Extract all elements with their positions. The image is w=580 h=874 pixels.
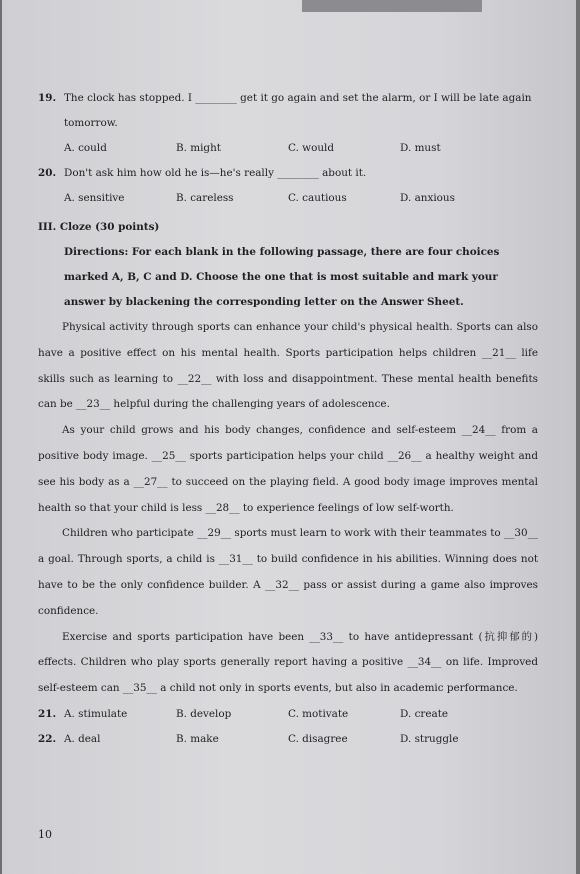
option-b: B. careless — [176, 192, 234, 204]
option-b: B. might — [176, 142, 221, 154]
option-d: D. struggle — [400, 732, 459, 745]
option-c: C. disagree — [288, 732, 348, 745]
option-c: C. cautious — [288, 192, 347, 204]
option-b: B. develop — [176, 707, 232, 720]
question-21-options — [38, 702, 538, 727]
option-a: A. deal — [64, 732, 101, 745]
question-number: 20. — [38, 167, 57, 179]
question-20 — [38, 161, 538, 186]
question-text: The clock has stopped. I ________ get it go again and set the alarm, or I will be late again tomorrow. — [64, 92, 532, 129]
passage-paragraph-2: As your child grows and his body changes, confidence and self-esteem __24__ from a positive body image. __25__ sports participation helps your child __26__ a healthy weight and see his body as a __27__ to succeed on the playing field. A good body image improves mental health so that your child is less __28__ to experience feelings of low self-worth. — [38, 424, 538, 514]
option-d: D. create — [400, 707, 449, 720]
section-heading: III. Cloze (30 points) — [38, 221, 160, 233]
page-number: 10 — [38, 828, 52, 841]
exam-page — [2, 0, 576, 874]
option-a: A. sensitive — [64, 192, 125, 204]
question-text: Don't ask him how old he is—he's really ________ about it. — [64, 167, 367, 179]
option-c: C. motivate — [288, 707, 349, 720]
option-a: A. could — [64, 142, 107, 154]
section-directions: Directions: For each blank in the following passage, there are four choices marked A, B, C and D. Choose the one that is most suitable and mark your answer by blackening the corresponding letter on the Answer Sheet. — [64, 246, 500, 308]
question-19 — [38, 86, 538, 136]
option-d: D. must — [400, 142, 441, 154]
question-22-options — [38, 727, 538, 752]
passage-paragraph-1: Physical activity through sports can enhance your child's physical health. Sports can also have a positive effect on his mental health. Sports participation helps children __21__ life skills such as learning to __22__ with loss and disappointment. These mental health benefits can be __23__ helpful during the challenging years of adolescence. — [38, 321, 538, 411]
option-c: C. would — [288, 142, 335, 154]
page-top-shadow — [302, 0, 482, 12]
option-a: A. stimulate — [64, 707, 128, 720]
question-number: 19. — [38, 92, 57, 104]
passage-paragraph-3: Children who participate __29__ sports must learn to work with their teammates to __30__ a goal. Through sports, a child is __31__ to build confidence in his abilities. Winning does not have to be the only confidence builder. A __32__ pass or assist during a game also improves confidence. — [38, 527, 538, 617]
question-number: 22. — [38, 732, 57, 745]
question-19-options — [64, 136, 538, 161]
option-b: B. make — [176, 732, 219, 745]
question-number: 21. — [38, 707, 57, 720]
page-content — [38, 86, 538, 752]
question-20-options — [64, 186, 538, 211]
passage-paragraph-4: Exercise and sports participation have been __33__ to have antidepressant (抗抑郁的) effects. Children who play sports generally report having a positive __34__ on life. Improved self-esteem can __35__ a child not only in sports events, but also in academic performance. — [38, 630, 538, 695]
option-d: D. anxious — [400, 192, 455, 204]
